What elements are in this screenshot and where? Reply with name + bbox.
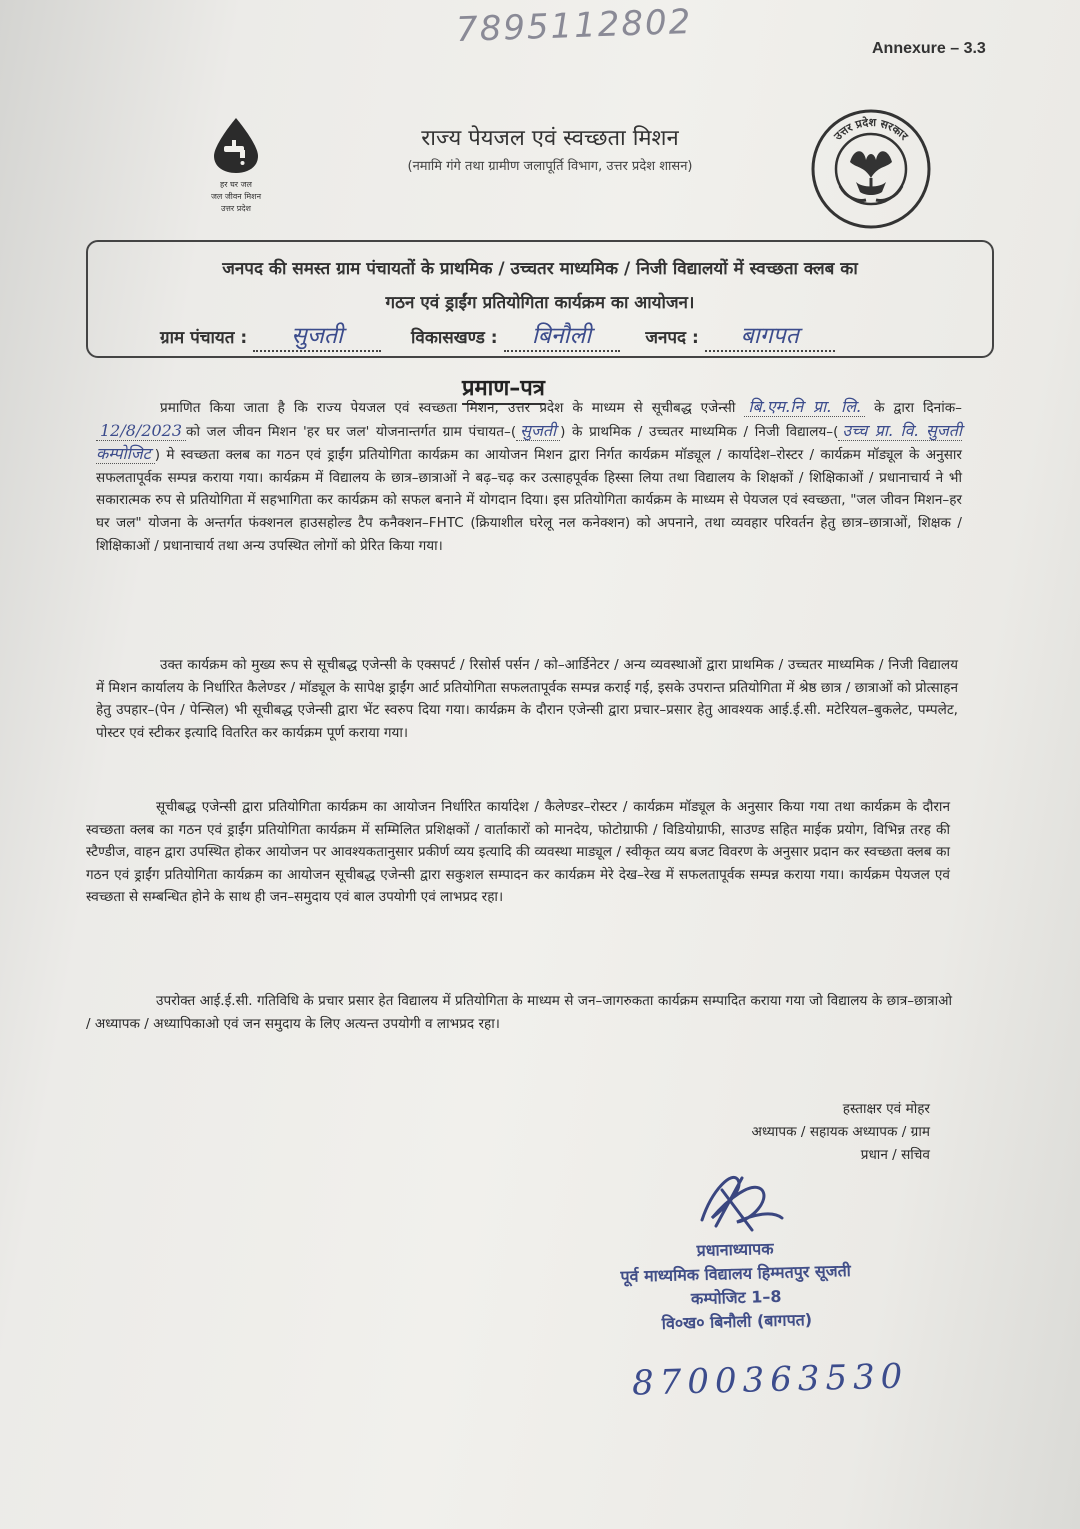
handwritten-number-top: 7895112802 [455, 1, 693, 51]
paragraph-2: उक्त कार्यक्रम को मुख्य रूप से सूचीबद्ध एजेन्सी के एक्सपर्ट / रिसोर्स पर्सन / को–आर्डिनेटर / अन्य व्यवस्थाओं द्वारा प्राथमिक / उच्चतर माध्यमिक / निजी विद्यालय में मिशन कार्यालय के निर्धारित कैलेण्डर / मॉड्यूल के सापेक्ष ड्राईंग आर्ट प्रतियोगिता सफलतापूर्वक सम्पन्न कराई गई, इसके उपरान्त प्रतियोगिता में श्रेष्ठ छात्र / छात्राओं को प्रोत्साहन हेतु उपहार–(पेन / पेन्सिल) भी सूचीबद्ध एजेन्सी द्वारा भेंट स्वरुप दिया गया। कार्यक्रम के दौरान एजेन्सी द्वारा प्रचार–प्रसार हेतु आवश्यक आई.ई.सी. मटेरियल–बुकलेट, पम्पलेट, पोस्टर एवं स्टीकर इत्यादि वितरित कर कार्यक्रम पूर्ण कराया गया। [96, 657, 958, 741]
gram-panchayat-value: सुजती [253, 318, 381, 352]
handwritten-signature [682, 1160, 802, 1240]
vikaskhand-value: बिनौली [504, 318, 620, 352]
emblem-text: उत्तर प्रदेश सरकार [831, 115, 911, 143]
gram-panchayat-label: ग्राम पंचायत : [160, 328, 248, 348]
agency-value: बि.एम.नि प्रा. लि. [744, 397, 865, 417]
signature-line-3: प्रधान / सचिव [860, 1147, 930, 1163]
logo-caption-2: जल जीवन मिशन [210, 192, 262, 201]
signature-line-1: हस्ताक्षर एवं मोहर [842, 1101, 930, 1117]
up-government-emblem [810, 108, 932, 230]
org-subtitle: (नमामि गंगे तथा ग्रामीण जलापूर्ति विभाग, उत्तर प्रदेश शासन) [407, 159, 693, 174]
paragraph-1 [96, 396, 962, 557]
signature-line-2: अध्यापक / सहायक अध्यापक / ग्राम [751, 1124, 930, 1140]
village-value: सुजती [516, 421, 560, 441]
janpad-label: जनपद : [645, 328, 699, 348]
school-value: उच्च प्रा. वि. सुजती कम्पोजिट [96, 420, 962, 464]
paragraph-3: सूचीबद्ध एजेन्सी द्वारा प्रतियोगिता कार्यक्रम का आयोजन निर्धारित कार्यादेश / कैलेण्डर–रोस्टर / कार्यक्रम मॉड्यूल के अनुसार किया गया तथा कार्यक्रम के दौरान स्वच्छता क्लब का गठन एवं ड्राईंग प्रतियोगिता कार्यक्रम में सम्मिलित प्रशिक्षकों / वार्ताकारों को मानदेय, फोटोग्राफी / विडियोग्राफी, साउण्ड सहित माईक प्रयोग, विभिन्न तरह की स्टैण्डीज, वाहन द्वारा उपस्थित होकर आयोजन पर आवश्यकतानुसार प्रकीर्ण व्यय इत्यादि की व्यवस्था माड्यूल / स्वीकृत व्यय बजट विवरण के अनुसार प्रदान कर स्वच्छता क्लब का गठन एवं ड्राईंग प्रतियोगिता कार्यक्रम का आयोजन सूचीबद्ध एजेन्सी द्वारा सकुशल सम्पादन कर कार्यक्रम मेरे देख–रेख में सफलतापूर्वक सम्पन्न कराया गया। कार्यक्रम पेयजल एवं स्वच्छता से सम्बन्धित होने के साथ ही जन–समुदाय एवं बाल उपयोगी एवं लाभप्रद रहा। [86, 799, 950, 906]
handwritten-phone: 8700363530 [631, 1356, 909, 1404]
p1-text-d: ) के प्राथमिक / उच्चतर माध्यमिक / निजी विद्यालय–( [560, 423, 839, 440]
stamp-line-1: प्रधानाध्यापक [696, 1239, 774, 1261]
stamp-line-3: कम्पोजिट 1–8 [690, 1286, 782, 1309]
p1-text-b: के द्वारा दिनांक– [874, 400, 962, 416]
school-stamp [585, 1234, 887, 1338]
p1-text-a: प्रमाणित किया जाता है कि राज्य पेयजल एवं स्वच्छता मिशन, उत्तर प्रदेश के माध्यम से सूचीबद्ध एजेन्सी [160, 400, 736, 416]
org-title: राज्य पेयजल एवं स्वच्छता मिशन [421, 126, 679, 151]
subject-line-1: जनपद की समस्त ग्राम पंचायतों के प्राथमिक / उच्चतर माध्यमिक / निजी विद्यालयों में स्वच्छता क्लब का [222, 259, 858, 279]
emblem-icon [810, 108, 932, 230]
subject-line-2: गठन एवं ड्राईंग प्रतियोगिता कार्यक्रम का आयोजन। [385, 293, 695, 313]
water-drop-icon [206, 116, 266, 174]
har-ghar-jal-logo [196, 116, 276, 214]
janpad-value: बागपत [705, 318, 835, 352]
vikaskhand-label: विकासखण्ड : [410, 328, 498, 348]
date-value: 12/8/2023 [96, 421, 186, 441]
location-fields [160, 318, 835, 352]
logo-caption-1: हर घर जल [220, 180, 252, 189]
certificate-title: प्रमाण–पत्र [462, 372, 545, 405]
p1-text-e: ) मे स्वच्छता क्लब का गठन एवं ड्राईंग प्रतियोगिता कार्यक्रम का आयोजन मिशन द्वारा निर्गत कार्यक्रम मॉड्यूल / कार्यादेश–रोस्टर / कार्यक्रम मॉड्यूल के अनुसार सफलतापूर्वक सम्पन्न कराया गया। कार्यक्रम में विद्यालय के छात्र–छात्राओं ने बढ़–चढ़ कर उत्साहपूर्वक हिस्सा लिया तथा विद्यालय के शिक्षकों / शिक्षिकाओं / प्रधानाचार्य ने भी सकारात्मक रुप से प्रतियोगिता में सहभागिता कर कार्यक्रम को सफल बनाने में योगदान दिया। इस प्रतियोगिता कार्यक्रम के माध्यम से पेयजल एवं स्वच्छता, "जल जीवन मिशन–हर घर जल" योजना के अन्तर्गत फंक्शनल हाउसहोल्ड टैप कनैक्शन–FHTC (क्रियाशील घरेलू नल कनेक्शन) को अपनाने, तथा व्यवहार परिवर्तन हेतु छात्र–छात्राओं, शिक्षक / शिक्षिकाओं / प्रधानाचार्य तथा अन्य उपस्थित लोगों को प्रेरित किया गया। [96, 447, 962, 554]
stamp-line-4: वि०ख० बिनौली (बागपत) [661, 1310, 813, 1333]
signature-block [700, 1098, 930, 1167]
paragraph-4: उपरोक्त आई.ई.सी. गतिविधि के प्रचार प्रसार हेत विद्यालय में प्रतियोगिता के माध्यम से जन–जागरुकता कार्यक्रम सम्पादित कराया गया जो विद्यालय के छात्र–छात्राओ / अध्यापक / अध्यापिकाओ एवं जन समुदाय के लिए अत्यन्त उपयोगी व लाभप्रद रहा। [86, 993, 952, 1032]
logo-caption-3: उत्तर प्रदेश [221, 204, 251, 213]
annexure-label: Annexure – 3.3 [872, 40, 986, 57]
p1-text-c: को जल जीवन मिशन 'हर घर जल' योजनान्तर्गत ग्राम पंचायत–( [186, 423, 517, 440]
stamp-line-2: पूर्व माध्यमिक विद्यालय हिम्मतपुर सूजती [620, 1260, 852, 1287]
